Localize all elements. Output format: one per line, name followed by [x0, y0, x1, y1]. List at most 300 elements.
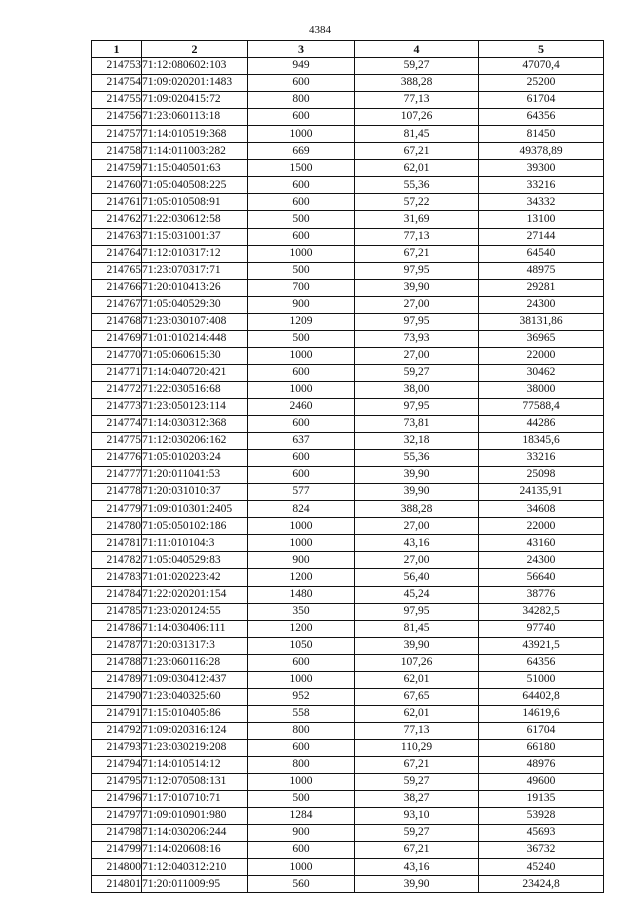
- table-row: [92, 859, 604, 876]
- area-cell: 1209: [248, 313, 355, 330]
- cadastral-number-cell: 71:23:040325:60: [142, 688, 248, 705]
- record-id-cell: 214791: [92, 705, 142, 722]
- record-id-cell: 214774: [92, 416, 142, 433]
- rate-cell: 62,01: [355, 160, 479, 177]
- table-row: [92, 109, 604, 126]
- table-row: [92, 450, 604, 467]
- rate-cell: 388,28: [355, 501, 479, 518]
- cadastral-number-cell: 71:14:030312:368: [142, 416, 248, 433]
- table-row: [92, 262, 604, 279]
- table-row: [92, 279, 604, 296]
- record-id-cell: 214799: [92, 842, 142, 859]
- cadastral-number-cell: 71:20:011009:95: [142, 876, 248, 893]
- rate-cell: 31,69: [355, 211, 479, 228]
- area-cell: 558: [248, 705, 355, 722]
- table-row: [92, 705, 604, 722]
- table-row: [92, 228, 604, 245]
- table-row: [92, 347, 604, 364]
- table-row: [92, 603, 604, 620]
- area-cell: 900: [248, 296, 355, 313]
- value-cell: 30462: [479, 364, 604, 381]
- record-id-cell: 214801: [92, 876, 142, 893]
- table-row: [92, 842, 604, 859]
- table-row: [92, 398, 604, 415]
- record-id-cell: 214778: [92, 484, 142, 501]
- cadastral-number-cell: 71:23:030107:408: [142, 313, 248, 330]
- record-id-cell: 214788: [92, 654, 142, 671]
- cadastral-number-cell: 71:23:020124:55: [142, 603, 248, 620]
- value-cell: 64356: [479, 654, 604, 671]
- rate-cell: 39,90: [355, 279, 479, 296]
- record-id-cell: 214776: [92, 450, 142, 467]
- cadastral-number-cell: 71:14:011003:282: [142, 143, 248, 160]
- area-cell: 1000: [248, 774, 355, 791]
- area-cell: 952: [248, 688, 355, 705]
- value-cell: 48976: [479, 756, 604, 773]
- value-cell: 64356: [479, 109, 604, 126]
- rate-cell: 107,26: [355, 654, 479, 671]
- column-header-4: 4: [355, 41, 479, 58]
- table-row: [92, 211, 604, 228]
- value-cell: 33216: [479, 177, 604, 194]
- value-cell: 61704: [479, 92, 604, 109]
- table-row: [92, 688, 604, 705]
- record-id-cell: 214787: [92, 637, 142, 654]
- value-cell: 29281: [479, 279, 604, 296]
- area-cell: 800: [248, 722, 355, 739]
- record-id-cell: 214765: [92, 262, 142, 279]
- table-row: [92, 552, 604, 569]
- rate-cell: 77,13: [355, 92, 479, 109]
- cadastral-number-cell: 71:05:040529:83: [142, 552, 248, 569]
- area-cell: 600: [248, 177, 355, 194]
- table-row: [92, 569, 604, 586]
- record-id-cell: 214771: [92, 364, 142, 381]
- cadastral-number-cell: 71:20:010413:26: [142, 279, 248, 296]
- rate-cell: 45,24: [355, 586, 479, 603]
- table-row: [92, 671, 604, 688]
- table-row: [92, 518, 604, 535]
- record-id-cell: 214777: [92, 467, 142, 484]
- area-cell: 1200: [248, 569, 355, 586]
- rate-cell: 67,21: [355, 245, 479, 262]
- rate-cell: 81,45: [355, 126, 479, 143]
- cadastral-number-cell: 71:23:030219:208: [142, 739, 248, 756]
- record-id-cell: 214790: [92, 688, 142, 705]
- record-id-cell: 214775: [92, 433, 142, 450]
- area-cell: 800: [248, 756, 355, 773]
- record-id-cell: 214789: [92, 671, 142, 688]
- value-cell: 27144: [479, 228, 604, 245]
- table-row: [92, 194, 604, 211]
- rate-cell: 27,00: [355, 347, 479, 364]
- value-cell: 24300: [479, 296, 604, 313]
- column-header-3: 3: [248, 41, 355, 58]
- value-cell: 44286: [479, 416, 604, 433]
- area-cell: 600: [248, 228, 355, 245]
- record-id-cell: 214760: [92, 177, 142, 194]
- area-cell: 600: [248, 450, 355, 467]
- value-cell: 53928: [479, 808, 604, 825]
- rate-cell: 59,27: [355, 825, 479, 842]
- record-id-cell: 214755: [92, 92, 142, 109]
- area-cell: 600: [248, 739, 355, 756]
- record-id-cell: 214792: [92, 722, 142, 739]
- rate-cell: 110,29: [355, 739, 479, 756]
- rate-cell: 73,81: [355, 416, 479, 433]
- table-row: [92, 313, 604, 330]
- value-cell: 64402,8: [479, 688, 604, 705]
- value-cell: 13100: [479, 211, 604, 228]
- record-id-cell: 214781: [92, 535, 142, 552]
- rate-cell: 39,90: [355, 637, 479, 654]
- record-id-cell: 214793: [92, 739, 142, 756]
- area-cell: 600: [248, 75, 355, 92]
- record-id-cell: 214759: [92, 160, 142, 177]
- table-row: [92, 75, 604, 92]
- value-cell: 24300: [479, 552, 604, 569]
- header-row: [92, 41, 604, 58]
- rate-cell: 32,18: [355, 433, 479, 450]
- value-cell: 38000: [479, 381, 604, 398]
- table-row: [92, 620, 604, 637]
- cadastral-number-cell: 71:05:050102:186: [142, 518, 248, 535]
- table-row: [92, 722, 604, 739]
- area-cell: 1000: [248, 535, 355, 552]
- rate-cell: 81,45: [355, 620, 479, 637]
- record-id-cell: 214794: [92, 756, 142, 773]
- table-row: [92, 535, 604, 552]
- rate-cell: 38,27: [355, 791, 479, 808]
- rate-cell: 27,00: [355, 552, 479, 569]
- cadastral-number-cell: 71:01:020223:42: [142, 569, 248, 586]
- cadastral-number-cell: 71:23:060113:18: [142, 109, 248, 126]
- cadastral-number-cell: 71:20:011041:53: [142, 467, 248, 484]
- rate-cell: 77,13: [355, 722, 479, 739]
- table-row: [92, 245, 604, 262]
- rate-cell: 55,36: [355, 177, 479, 194]
- table-row: [92, 774, 604, 791]
- value-cell: 45693: [479, 825, 604, 842]
- value-cell: 18345,6: [479, 433, 604, 450]
- value-cell: 66180: [479, 739, 604, 756]
- record-id-cell: 214769: [92, 330, 142, 347]
- page-number: 4384: [309, 24, 331, 36]
- record-id-cell: 214786: [92, 620, 142, 637]
- record-id-cell: 214798: [92, 825, 142, 842]
- cadastral-number-cell: 71:14:030406:111: [142, 620, 248, 637]
- area-cell: 500: [248, 211, 355, 228]
- value-cell: 56640: [479, 569, 604, 586]
- rate-cell: 39,90: [355, 467, 479, 484]
- area-cell: 600: [248, 364, 355, 381]
- cadastral-number-cell: 71:05:060615:30: [142, 347, 248, 364]
- cadastral-number-cell: 71:09:010301:2405: [142, 501, 248, 518]
- area-cell: 560: [248, 876, 355, 893]
- table-row: [92, 637, 604, 654]
- area-cell: 700: [248, 279, 355, 296]
- column-header-5: 5: [479, 41, 604, 58]
- table-row: [92, 364, 604, 381]
- rate-cell: 67,21: [355, 143, 479, 160]
- value-cell: 22000: [479, 347, 604, 364]
- cadastral-number-cell: 71:05:040529:30: [142, 296, 248, 313]
- record-id-cell: 214785: [92, 603, 142, 620]
- rate-cell: 97,95: [355, 313, 479, 330]
- value-cell: 19135: [479, 791, 604, 808]
- area-cell: 1480: [248, 586, 355, 603]
- rate-cell: 43,16: [355, 859, 479, 876]
- record-id-cell: 214797: [92, 808, 142, 825]
- value-cell: 39300: [479, 160, 604, 177]
- column-header-2: 2: [142, 41, 248, 58]
- area-cell: 1000: [248, 518, 355, 535]
- record-id-cell: 214782: [92, 552, 142, 569]
- rate-cell: 38,00: [355, 381, 479, 398]
- area-cell: 637: [248, 433, 355, 450]
- column-header-1: 1: [92, 41, 142, 58]
- value-cell: 81450: [479, 126, 604, 143]
- cadastral-number-cell: 71:09:030412:437: [142, 671, 248, 688]
- value-cell: 45240: [479, 859, 604, 876]
- area-cell: 1000: [248, 245, 355, 262]
- area-cell: 1000: [248, 671, 355, 688]
- area-cell: 1000: [248, 126, 355, 143]
- value-cell: 38776: [479, 586, 604, 603]
- cadastral-number-cell: 71:12:080602:103: [142, 58, 248, 75]
- cadastral-number-cell: 71:05:010203:24: [142, 450, 248, 467]
- area-cell: 1200: [248, 620, 355, 637]
- value-cell: 77588,4: [479, 398, 604, 415]
- value-cell: 22000: [479, 518, 604, 535]
- rate-cell: 57,22: [355, 194, 479, 211]
- registry-table: [91, 40, 604, 893]
- table-row: [92, 177, 604, 194]
- record-id-cell: 214761: [92, 194, 142, 211]
- table-row: [92, 126, 604, 143]
- value-cell: 51000: [479, 671, 604, 688]
- value-cell: 14619,6: [479, 705, 604, 722]
- rate-cell: 59,27: [355, 774, 479, 791]
- value-cell: 47070,4: [479, 58, 604, 75]
- cadastral-number-cell: 71:12:070508:131: [142, 774, 248, 791]
- cadastral-number-cell: 71:22:030516:68: [142, 381, 248, 398]
- cadastral-number-cell: 71:23:060116:28: [142, 654, 248, 671]
- area-cell: 600: [248, 194, 355, 211]
- rate-cell: 39,90: [355, 876, 479, 893]
- record-id-cell: 214758: [92, 143, 142, 160]
- cadastral-number-cell: 71:17:010710:71: [142, 791, 248, 808]
- value-cell: 25200: [479, 75, 604, 92]
- rate-cell: 93,10: [355, 808, 479, 825]
- table-row: [92, 501, 604, 518]
- cadastral-number-cell: 71:15:040501:63: [142, 160, 248, 177]
- rate-cell: 97,95: [355, 398, 479, 415]
- table-row: [92, 467, 604, 484]
- record-id-cell: 214795: [92, 774, 142, 791]
- area-cell: 1000: [248, 347, 355, 364]
- rate-cell: 73,93: [355, 330, 479, 347]
- cadastral-number-cell: 71:14:020608:16: [142, 842, 248, 859]
- value-cell: 97740: [479, 620, 604, 637]
- area-cell: 824: [248, 501, 355, 518]
- rate-cell: 56,40: [355, 569, 479, 586]
- area-cell: 500: [248, 330, 355, 347]
- rate-cell: 55,36: [355, 450, 479, 467]
- area-cell: 577: [248, 484, 355, 501]
- value-cell: 38131,86: [479, 313, 604, 330]
- area-cell: 600: [248, 842, 355, 859]
- table-row: [92, 381, 604, 398]
- rate-cell: 62,01: [355, 671, 479, 688]
- table-row: [92, 330, 604, 347]
- area-cell: 900: [248, 825, 355, 842]
- table-row: [92, 416, 604, 433]
- cadastral-number-cell: 71:09:010901:980: [142, 808, 248, 825]
- area-cell: 1284: [248, 808, 355, 825]
- value-cell: 43160: [479, 535, 604, 552]
- area-cell: 600: [248, 467, 355, 484]
- table-row: [92, 791, 604, 808]
- rate-cell: 67,65: [355, 688, 479, 705]
- area-cell: 500: [248, 791, 355, 808]
- value-cell: 34608: [479, 501, 604, 518]
- rate-cell: 97,95: [355, 603, 479, 620]
- rate-cell: 43,16: [355, 535, 479, 552]
- cadastral-number-cell: 71:20:031317:3: [142, 637, 248, 654]
- value-cell: 34332: [479, 194, 604, 211]
- cadastral-number-cell: 71:22:030612:58: [142, 211, 248, 228]
- cadastral-number-cell: 71:15:031001:37: [142, 228, 248, 245]
- area-cell: 500: [248, 262, 355, 279]
- area-cell: 669: [248, 143, 355, 160]
- table-row: [92, 586, 604, 603]
- rate-cell: 388,28: [355, 75, 479, 92]
- cadastral-number-cell: 71:14:030206:244: [142, 825, 248, 842]
- area-cell: 350: [248, 603, 355, 620]
- cadastral-number-cell: 71:09:020415:72: [142, 92, 248, 109]
- record-id-cell: 214762: [92, 211, 142, 228]
- cadastral-number-cell: 71:05:010508:91: [142, 194, 248, 211]
- cadastral-number-cell: 71:12:010317:12: [142, 245, 248, 262]
- record-id-cell: 214757: [92, 126, 142, 143]
- record-id-cell: 214763: [92, 228, 142, 245]
- record-id-cell: 214756: [92, 109, 142, 126]
- value-cell: 36965: [479, 330, 604, 347]
- record-id-cell: 214764: [92, 245, 142, 262]
- cadastral-number-cell: 71:01:010214:448: [142, 330, 248, 347]
- rate-cell: 97,95: [355, 262, 479, 279]
- area-cell: 1000: [248, 859, 355, 876]
- rate-cell: 39,90: [355, 484, 479, 501]
- table-row: [92, 808, 604, 825]
- cadastral-number-cell: 71:23:050123:114: [142, 398, 248, 415]
- value-cell: 64540: [479, 245, 604, 262]
- value-cell: 33216: [479, 450, 604, 467]
- table-row: [92, 143, 604, 160]
- table-row: [92, 160, 604, 177]
- record-id-cell: 214796: [92, 791, 142, 808]
- record-id-cell: 214773: [92, 398, 142, 415]
- table-row: [92, 739, 604, 756]
- rate-cell: 27,00: [355, 296, 479, 313]
- table-row: [92, 433, 604, 450]
- table-row: [92, 484, 604, 501]
- cadastral-number-cell: 71:20:031010:37: [142, 484, 248, 501]
- record-id-cell: 214768: [92, 313, 142, 330]
- record-id-cell: 214779: [92, 501, 142, 518]
- rate-cell: 62,01: [355, 705, 479, 722]
- rate-cell: 107,26: [355, 109, 479, 126]
- cadastral-number-cell: 71:12:040312:210: [142, 859, 248, 876]
- table-row: [92, 876, 604, 893]
- value-cell: 25098: [479, 467, 604, 484]
- cadastral-number-cell: 71:14:010514:12: [142, 756, 248, 773]
- table-row: [92, 654, 604, 671]
- area-cell: 949: [248, 58, 355, 75]
- record-id-cell: 214772: [92, 381, 142, 398]
- cadastral-number-cell: 71:05:040508:225: [142, 177, 248, 194]
- value-cell: 49600: [479, 774, 604, 791]
- area-cell: 1500: [248, 160, 355, 177]
- area-cell: 600: [248, 654, 355, 671]
- area-cell: 2460: [248, 398, 355, 415]
- cadastral-number-cell: 71:09:020316:124: [142, 722, 248, 739]
- value-cell: 43921,5: [479, 637, 604, 654]
- record-id-cell: 214753: [92, 58, 142, 75]
- table-row: [92, 296, 604, 313]
- value-cell: 48975: [479, 262, 604, 279]
- record-id-cell: 214783: [92, 569, 142, 586]
- area-cell: 600: [248, 109, 355, 126]
- cadastral-number-cell: 71:14:040720:421: [142, 364, 248, 381]
- table-row: [92, 92, 604, 109]
- record-id-cell: 214784: [92, 586, 142, 603]
- record-id-cell: 214800: [92, 859, 142, 876]
- table-body: [92, 58, 604, 893]
- rate-cell: 59,27: [355, 364, 479, 381]
- area-cell: 900: [248, 552, 355, 569]
- cadastral-number-cell: 71:09:020201:1483: [142, 75, 248, 92]
- table-row: [92, 825, 604, 842]
- record-id-cell: 214770: [92, 347, 142, 364]
- record-id-cell: 214754: [92, 75, 142, 92]
- cadastral-number-cell: 71:23:070317:71: [142, 262, 248, 279]
- rate-cell: 67,21: [355, 756, 479, 773]
- area-cell: 1050: [248, 637, 355, 654]
- rate-cell: 27,00: [355, 518, 479, 535]
- area-cell: 1000: [248, 381, 355, 398]
- value-cell: 49378,89: [479, 143, 604, 160]
- rate-cell: 77,13: [355, 228, 479, 245]
- cadastral-number-cell: 71:15:010405:86: [142, 705, 248, 722]
- cadastral-number-cell: 71:12:030206:162: [142, 433, 248, 450]
- value-cell: 34282,5: [479, 603, 604, 620]
- record-id-cell: 214766: [92, 279, 142, 296]
- record-id-cell: 214767: [92, 296, 142, 313]
- value-cell: 36732: [479, 842, 604, 859]
- record-id-cell: 214780: [92, 518, 142, 535]
- rate-cell: 67,21: [355, 842, 479, 859]
- value-cell: 23424,8: [479, 876, 604, 893]
- table-row: [92, 58, 604, 75]
- area-cell: 600: [248, 416, 355, 433]
- table-row: [92, 756, 604, 773]
- cadastral-number-cell: 71:14:010519:368: [142, 126, 248, 143]
- cadastral-number-cell: 71:22:020201:154: [142, 586, 248, 603]
- rate-cell: 59,27: [355, 58, 479, 75]
- area-cell: 800: [248, 92, 355, 109]
